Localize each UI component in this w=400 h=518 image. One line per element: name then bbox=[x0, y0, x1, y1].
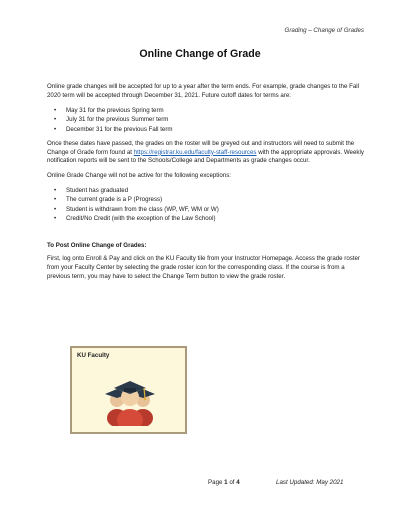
running-header: Grading – Change of Grades bbox=[284, 27, 364, 34]
bullet-icon: • bbox=[54, 215, 57, 223]
ku-faculty-tile[interactable] bbox=[70, 346, 187, 434]
exceptions-intro: Online Grade Change will not be active for the following exceptions: bbox=[47, 171, 231, 179]
bullet-icon: • bbox=[54, 116, 57, 124]
list-item: • May 31 for the previous Spring term bbox=[54, 106, 164, 114]
registrar-link[interactable]: https://registrar.ku.edu/faculty-staff-resources bbox=[133, 148, 257, 156]
after-dates-paragraph: Once these dates have passed, the grades on the roster will be greyed out and instructors will need to submit the Change of Grade form found at https://registrar.ku.edu/faculty-staff-resources with the appropriate approvals. Weekly notification reports will be sent to the Schools/College and Departments as grade changes occur. bbox=[47, 139, 364, 165]
last-updated: Last Updated: May 2021 bbox=[276, 479, 344, 486]
exceptions-list bbox=[47, 186, 367, 224]
list-item: • Credit/No Credit (with the exception of the Law School) bbox=[54, 215, 216, 223]
bullet-icon: • bbox=[54, 196, 57, 204]
list-item: • Student has graduated bbox=[54, 186, 129, 194]
post-instructions: First, log onto Enroll & Pay and click on the KU Faculty tile from your Instructor Homepage. Access the grade roster from your Faculty Center by selecting the grade roster icon for the corresponding class. If the course is from a previous term, you may have to select the Change Term button to view the grade roster. bbox=[47, 255, 360, 280]
page-title: Online Change of Grade bbox=[139, 48, 261, 60]
bullet-icon: • bbox=[54, 125, 57, 133]
document-body bbox=[47, 83, 367, 287]
list-item: • December 31 for the previous Fall term bbox=[54, 125, 173, 133]
post-heading: To Post Online Change of Grades: bbox=[47, 241, 147, 249]
cutoff-list bbox=[47, 106, 367, 135]
tile-label: KU Faculty bbox=[77, 352, 110, 359]
bullet-icon: • bbox=[54, 186, 57, 194]
bullet-icon: • bbox=[54, 205, 57, 213]
list-item: • The current grade is a P (Progress) bbox=[54, 196, 163, 204]
list-item: • July 31 for the previous Summer term bbox=[54, 116, 169, 124]
faculty-graduates-icon bbox=[100, 370, 160, 431]
intro-paragraph: Online grade changes will be accepted for up to a year after the term ends. For example, grade changes to the Fall 2020 term will be accepted through December 31, 2021. Future cutoff dates for terms are: bbox=[47, 83, 359, 99]
list-item: • Student is withdrawn from the class (WP, WF, WM or W) bbox=[54, 205, 219, 213]
page-number: Page 1 of 4 bbox=[208, 479, 240, 486]
bullet-icon: • bbox=[54, 106, 57, 114]
